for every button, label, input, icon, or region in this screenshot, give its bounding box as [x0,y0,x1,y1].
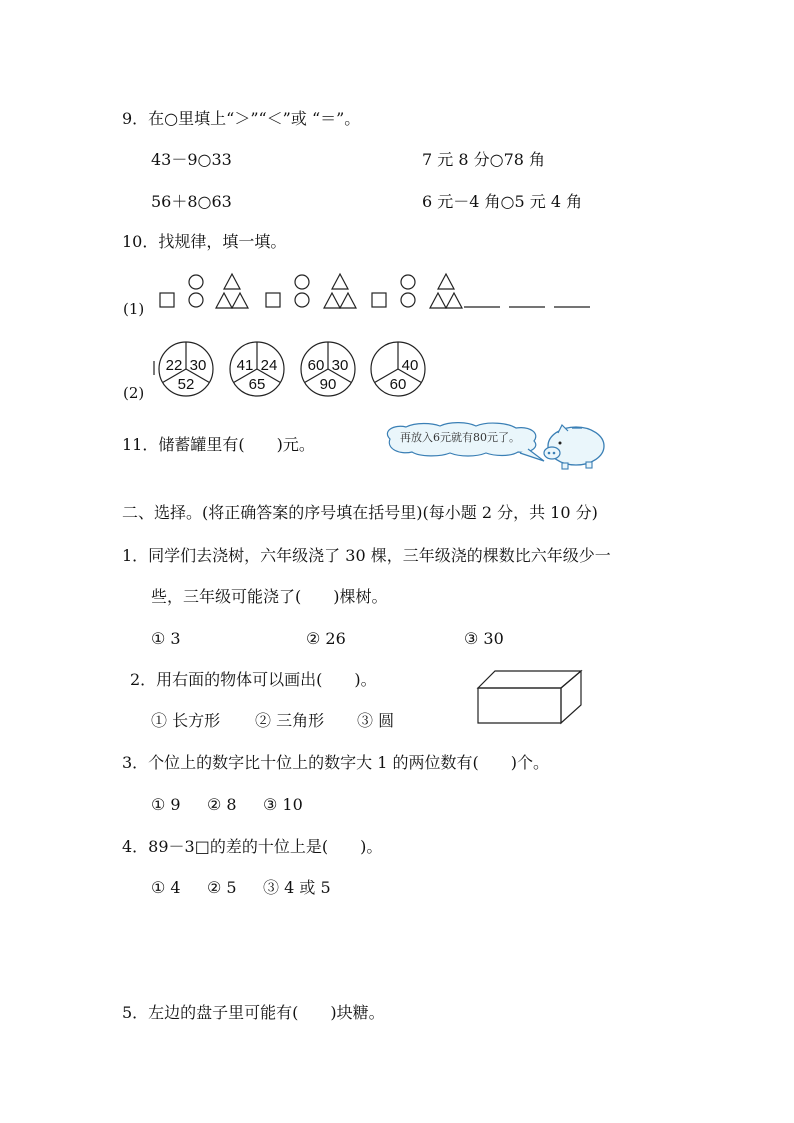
s2-q3-text: 3．个位上的数字比十位上的数字大 1 的两位数有( )个。 [122,753,550,772]
s2-q4-option-2: ② 5 [207,878,237,897]
q11-text: 11．储蓄罐里有( )元。 [122,435,315,454]
q9-item-1: 43－9○33 [151,150,232,169]
s2-q1-line1: 1．同学们去浇树，六年级浇了 30 棵，三年级浇的棵数比六年级少一 [122,546,611,565]
triangle-shape [224,274,240,289]
circle-shape [189,275,203,289]
s2-q3-option-1: ① 9 [151,795,181,814]
triangle-shape [216,293,232,308]
circle-top-left-value: 41 [236,357,254,374]
cuboid-figure [475,668,595,728]
q9-item-3: 56＋8○63 [151,192,232,211]
triangle-shape [446,293,462,308]
speech-bubble-text: 再放入6元就有80元了。 [400,431,520,444]
s2-q4-option-3: ③ 4 或 5 [263,878,331,897]
circle-bottom-value: 60 [389,376,407,393]
number-circle [157,340,215,398]
s2-q1-line2: 些，三年级可能浇了( )棵树。 [151,587,388,606]
circle-shape [401,275,415,289]
s2-q2-option-2: ② 三角形 [255,711,325,730]
section2-title: 二、选择。(将正确答案的序号填在括号里)(每小题 2 分，共 10 分) [122,503,598,522]
q9-item-4: 6 元－4 角○5 元 4 角 [422,192,583,211]
circle-shape [401,293,415,307]
triangle-shape [430,293,446,308]
s2-q2-option-1: ① 长方形 [151,711,221,730]
q9-title: 9．在○里填上“＞”“＜”或 “＝”。 [122,109,361,128]
s2-q1-option-2: ② 26 [306,629,346,648]
q10-title: 10．找规律，填一填。 [122,232,287,251]
s2-q3-option-2: ② 8 [207,795,237,814]
circle-shape [295,275,309,289]
triangle-shape [332,274,348,289]
circle-top-right-value: 30 [189,357,207,374]
s2-q2-text: 2．用右面的物体可以画出( )。 [130,670,377,689]
circle-shape [295,293,309,307]
s2-q1-option-1: ① 3 [151,629,181,648]
circle-shape [189,293,203,307]
circle-top-left-value: 22 [165,357,183,374]
q10-part2-label: (2) [123,384,145,402]
s2-q3-option-3: ③ 10 [263,795,303,814]
circle-bottom-value: 90 [319,376,337,393]
circle-top-right-value: 30 [331,357,349,374]
circle-bottom-value: 65 [248,376,266,393]
s2-q5-text: 5．左边的盘子里可能有( )块糖。 [122,1003,385,1022]
circle-bottom-value: 52 [177,376,195,393]
s2-q4-option-1: ① 4 [151,878,181,897]
triangle-shape [438,274,454,289]
shape-pattern [150,272,630,317]
number-circle [228,340,286,398]
triangle-shape [340,293,356,308]
q9-item-2: 7 元 8 分○78 角 [422,150,546,169]
s2-q4-text: 4．89－3□的差的十位上是( )。 [122,837,383,856]
triangle-shape [232,293,248,308]
circle-top-right-value: 40 [401,357,419,374]
q10-part1-label: (1) [123,300,145,318]
number-circle [369,340,427,398]
square-shape [266,293,280,307]
piggy-bank-icon [538,423,608,473]
circle-top-right-value: 24 [260,357,278,374]
triangle-shape [324,293,340,308]
circle-top-left-value: 60 [307,357,325,374]
s2-q1-option-3: ③ 30 [464,629,504,648]
s2-q2-option-3: ③ 圆 [357,711,395,730]
square-shape [372,293,386,307]
square-shape [160,293,174,307]
number-circle [299,340,357,398]
